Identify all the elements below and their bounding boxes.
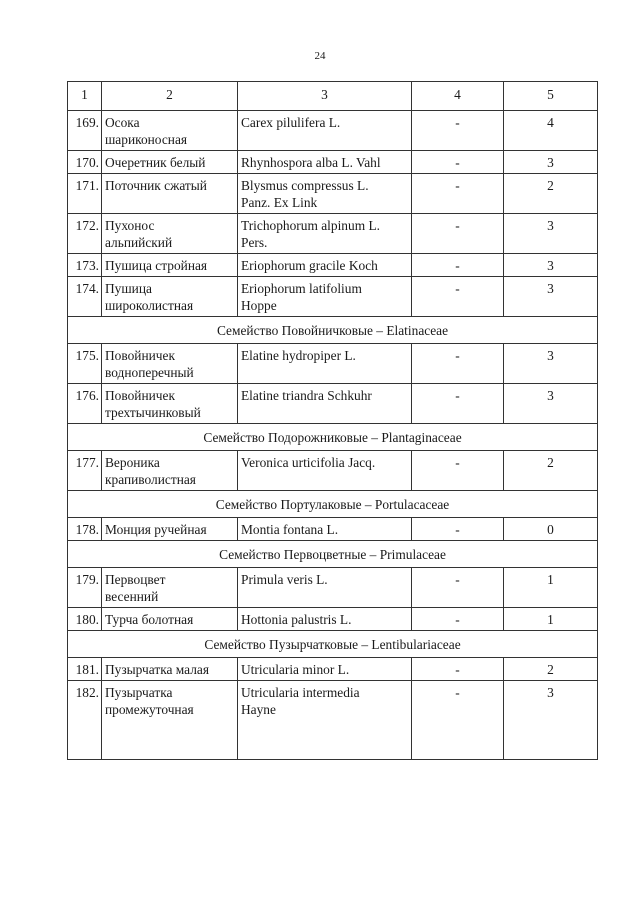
category-value: 3 <box>504 151 598 174</box>
family-row <box>68 541 598 568</box>
latin-name <box>238 174 412 214</box>
russian-name <box>102 254 238 277</box>
column-4-value: - <box>412 254 504 277</box>
family-name: Семейство Подорожниковые – Plantaginaceae <box>68 424 598 451</box>
russian-name <box>102 451 238 491</box>
column-4-value: - <box>412 518 504 541</box>
latin-name-line: Primula veris L. <box>241 572 328 587</box>
russian-name-line: трехтычинковый <box>105 405 201 420</box>
family-row <box>68 424 598 451</box>
russian-name-line: Турча болотная <box>105 612 194 627</box>
russian-name <box>102 174 238 214</box>
row-number: 180. <box>68 608 102 631</box>
latin-name <box>238 568 412 608</box>
russian-name-line: Очеретник белый <box>105 155 206 170</box>
category-value: 2 <box>504 174 598 214</box>
row-number: 182. <box>68 681 102 760</box>
russian-name <box>102 518 238 541</box>
family-row <box>68 631 598 658</box>
latin-name <box>238 111 412 151</box>
latin-name-line: Hottonia palustris L. <box>241 612 352 627</box>
latin-name <box>238 214 412 254</box>
category-value: 3 <box>504 254 598 277</box>
latin-name <box>238 277 412 317</box>
column-4-value: - <box>412 151 504 174</box>
row-number: 171. <box>68 174 102 214</box>
category-value: 3 <box>504 681 598 760</box>
row-number: 173. <box>68 254 102 277</box>
russian-name <box>102 111 238 151</box>
table-row <box>68 344 598 384</box>
russian-name-line: Поточник сжатый <box>105 178 207 193</box>
column-4-value: - <box>412 658 504 681</box>
column-4-value: - <box>412 174 504 214</box>
table-row <box>68 681 598 760</box>
page-number: 24 <box>314 50 326 62</box>
russian-name <box>102 608 238 631</box>
russian-name <box>102 214 238 254</box>
russian-name <box>102 384 238 424</box>
russian-name-line: альпийский <box>105 235 173 250</box>
column-4-value: - <box>412 384 504 424</box>
russian-name <box>102 658 238 681</box>
russian-name-line: крапиволистная <box>105 472 196 487</box>
latin-name-line: Utricularia minor L. <box>241 662 350 677</box>
row-number: 178. <box>68 518 102 541</box>
russian-name-line: широколистная <box>105 298 194 313</box>
table-row <box>68 658 598 681</box>
latin-name <box>238 681 412 760</box>
row-number: 176. <box>68 384 102 424</box>
species-table-body <box>68 82 598 760</box>
latin-name-line: Pers. <box>241 235 268 250</box>
family-name: Семейство Пузырчатковые – Lentibulariaceae <box>68 631 598 658</box>
russian-name-line: Повойничек <box>105 348 175 363</box>
table-row <box>68 151 598 174</box>
column-header: 5 <box>504 82 598 111</box>
latin-name-line: Trichophorum alpinum L. <box>241 218 380 233</box>
latin-name <box>238 658 412 681</box>
category-value: 3 <box>504 344 598 384</box>
row-number: 181. <box>68 658 102 681</box>
category-value: 3 <box>504 384 598 424</box>
russian-name-line: Пухонос <box>105 218 155 233</box>
column-header: 2 <box>102 82 238 111</box>
russian-name-line: Повойничек <box>105 388 175 403</box>
russian-name-line: шариконосная <box>105 132 188 147</box>
column-header: 3 <box>238 82 412 111</box>
table-row <box>68 608 598 631</box>
russian-name-line: промежуточная <box>105 702 194 717</box>
row-number: 169. <box>68 111 102 151</box>
column-4-value: - <box>412 451 504 491</box>
latin-name <box>238 608 412 631</box>
russian-name-line: Осока <box>105 115 140 130</box>
row-number: 179. <box>68 568 102 608</box>
table-row <box>68 518 598 541</box>
family-row <box>68 491 598 518</box>
latin-name <box>238 344 412 384</box>
column-4-value: - <box>412 277 504 317</box>
category-value: 3 <box>504 214 598 254</box>
family-name: Семейство Портулаковые – Portulacaceae <box>68 491 598 518</box>
russian-name-line: Первоцвет <box>105 572 166 587</box>
latin-name-line: Carex pilulifera L. <box>241 115 341 130</box>
column-4-value: - <box>412 568 504 608</box>
family-name: Семейство Первоцветные – Primulaceae <box>68 541 598 568</box>
table-row <box>68 384 598 424</box>
latin-name-line: Utricularia intermedia <box>241 685 360 700</box>
row-number: 175. <box>68 344 102 384</box>
latin-name <box>238 254 412 277</box>
latin-name <box>238 151 412 174</box>
latin-name-line: Panz. Ex Link <box>241 195 318 210</box>
russian-name-line: Пушица стройная <box>105 258 208 273</box>
column-4-value: - <box>412 344 504 384</box>
category-value: 1 <box>504 608 598 631</box>
table-row <box>68 174 598 214</box>
latin-name <box>238 384 412 424</box>
russian-name <box>102 568 238 608</box>
category-value: 2 <box>504 451 598 491</box>
latin-name-line: Blysmus compressus L. <box>241 178 369 193</box>
latin-name-line: Eriophorum latifolium <box>241 281 362 296</box>
column-header: 1 <box>68 82 102 111</box>
russian-name-line: весенний <box>105 589 159 604</box>
latin-name-line: Hoppe <box>241 298 277 313</box>
family-row <box>68 317 598 344</box>
latin-name-line: Montia fontana L. <box>241 522 339 537</box>
latin-name-line: Rhynhospora alba L. Vahl <box>241 155 381 170</box>
row-number: 174. <box>68 277 102 317</box>
category-value: 2 <box>504 658 598 681</box>
family-name: Семейство Повойничковые – Elatinaceae <box>68 317 598 344</box>
russian-name-line: Пушица <box>105 281 152 296</box>
column-4-value: - <box>412 608 504 631</box>
latin-name <box>238 451 412 491</box>
category-value: 4 <box>504 111 598 151</box>
russian-name <box>102 151 238 174</box>
table-row <box>68 568 598 608</box>
header-row <box>68 82 598 111</box>
row-number: 170. <box>68 151 102 174</box>
row-number: 172. <box>68 214 102 254</box>
column-4-value: - <box>412 111 504 151</box>
latin-name-line: Hayne <box>241 702 276 717</box>
table-row <box>68 277 598 317</box>
russian-name <box>102 681 238 760</box>
russian-name-line: водноперечный <box>105 365 194 380</box>
russian-name <box>102 344 238 384</box>
latin-name-line: Elatine triandra Schkuhr <box>241 388 372 403</box>
latin-name-line: Eriophorum gracile Koch <box>241 258 378 273</box>
column-4-value: - <box>412 681 504 760</box>
table-row <box>68 214 598 254</box>
species-table <box>67 81 598 760</box>
latin-name-line: Veronica urticifolia Jacq. <box>241 455 376 470</box>
russian-name-line: Монция ручейная <box>105 522 207 537</box>
russian-name-line: Пузырчатка <box>105 685 173 700</box>
latin-name <box>238 518 412 541</box>
category-value: 1 <box>504 568 598 608</box>
row-number: 177. <box>68 451 102 491</box>
russian-name <box>102 277 238 317</box>
category-value: 3 <box>504 277 598 317</box>
latin-name-line: Elatine hydropiper L. <box>241 348 356 363</box>
category-value: 0 <box>504 518 598 541</box>
russian-name-line: Вероника <box>105 455 160 470</box>
column-4-value: - <box>412 214 504 254</box>
column-header: 4 <box>412 82 504 111</box>
table-row <box>68 254 598 277</box>
russian-name-line: Пузырчатка малая <box>105 662 210 677</box>
table-row <box>68 111 598 151</box>
table-row <box>68 451 598 491</box>
